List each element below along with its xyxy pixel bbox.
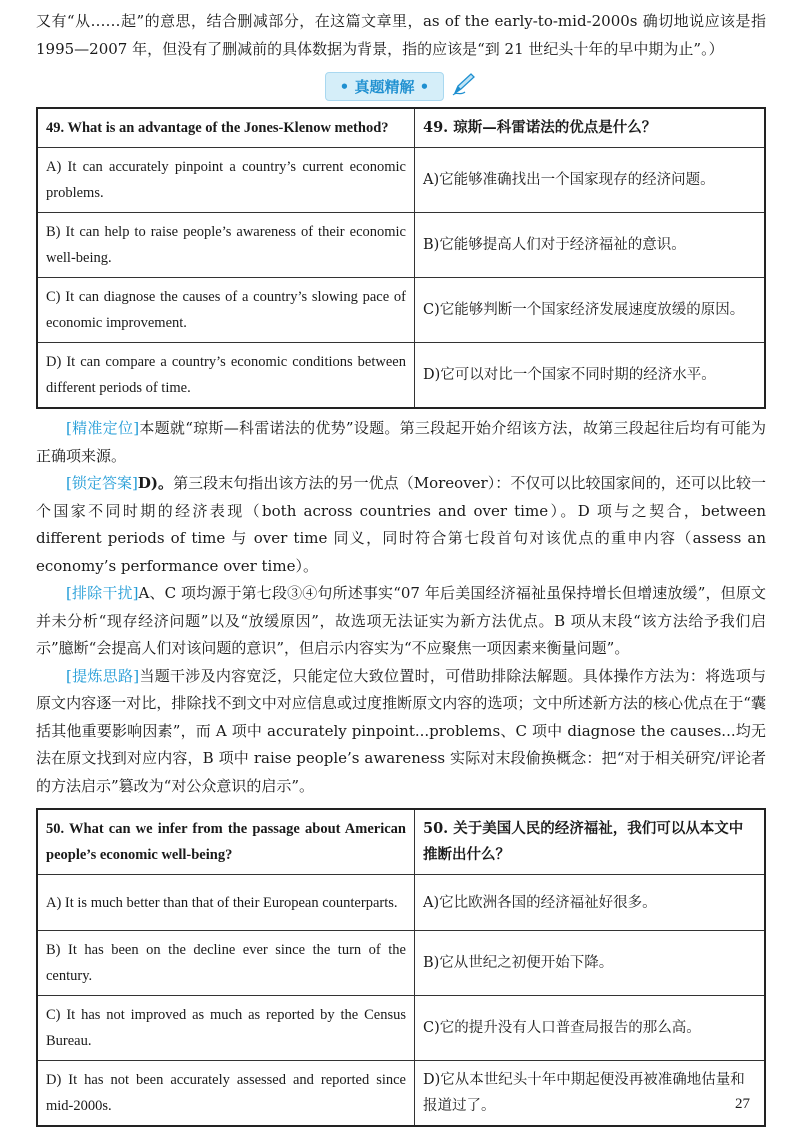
- tips-text: 当题干涉及内容宽泛，只能定位大致位置时，可借助排除法解题。具体操作方法为：将选项与原文内容逐一对比，排除找不到文中对应信息或过度推断原文内容的选项；文中所述新方法的核心优点在于“囊括其他重要影响因素”，而 A 项中 accurately pinpoint...problems、C 项中 diagnose the causes...均无法在原文找到对应内容，B 项中 raise people’s awareness 实际对末段偷换概念：把“对于相关研究/评论者的方法启示”篡改为“对公众意识的启示”。: [36, 666, 766, 795]
- table-header-row: [37, 108, 765, 148]
- answer-letter: D)。: [137, 474, 174, 492]
- option-a-zh: A)它比欧洲各国的经济福祉好很多。: [415, 875, 766, 931]
- option-d-zh: D)它可以对比一个国家不同时期的经济水平。: [415, 343, 766, 409]
- answer-text: 第三段末句指出该方法的另一优点（Moreover）：不仅可以比较国家间的，还可以比较一个国家不同时期的经济表现（both across countries and over time）。D 项与之契合，between different periods of time 与 over time 同义，同时符合第七段首句对该优点的重申内容（assess an economy’s performance over time）。: [36, 474, 766, 575]
- table-header-row: [37, 809, 765, 875]
- question-50-en: 50. What can we infer from the passage about American people’s economic well-being?: [37, 809, 415, 875]
- table-row: [37, 278, 765, 343]
- table-row: [37, 213, 765, 278]
- option-a-en: A) It can accurately pinpoint a country’s current economic problems.: [37, 148, 415, 213]
- table-row: [37, 1061, 765, 1127]
- option-c-en: C) It has not improved as much as reported by the Census Bureau.: [37, 996, 415, 1061]
- locate-text: 本题就“琼斯—科雷诺法的优势”设题。第三段起开始介绍该方法，故第三段起往后均有可能为正确项来源。: [36, 419, 766, 465]
- table-row: [37, 875, 765, 931]
- option-c-zh: C)它的提升没有人口普查局报告的那么高。: [415, 996, 766, 1061]
- table-row: [37, 931, 765, 996]
- exclude-text: A、C 项均源于第七段③④句所述事实“07 年后美国经济福祉虽保持增长但增速放缓”，但原文并未分析“现存经济问题”以及“放缓原因”，故选项无法证实为新方法优点。B 项从末段“该方法给予我们启示”臆断“会提高人们对该问题的意识”，但启示内容实为“不应聚焦一项因素来衡量问题”。: [36, 584, 766, 657]
- answer-tag: [锁定答案]: [66, 474, 138, 492]
- question-49-zh: 49. 琼斯—科雷诺法的优点是什么？: [415, 108, 766, 148]
- section-header: [36, 71, 766, 99]
- option-b-en: B) It can help to raise people’s awareness of their economic well-being.: [37, 213, 415, 278]
- option-d-zh: D)它从本世纪头十年中期起便没再被准确地估量和报道过了。: [415, 1061, 766, 1127]
- table-row: [37, 996, 765, 1061]
- option-b-zh: B)它能够提高人们对于经济福祉的意识。: [415, 213, 766, 278]
- tips-tag: [提炼思路]: [66, 666, 140, 685]
- option-b-zh: B)它从世纪之初便开始下降。: [415, 931, 766, 996]
- option-a-zh: A)它能够准确找出一个国家现存的经济问题。: [415, 148, 766, 213]
- option-c-en: C) It can diagnose the causes of a country’s slowing pace of economic improvement.: [37, 278, 415, 343]
- question-50-zh: 50. 关于美国人民的经济福祉，我们可以从本文中推断出什么？: [415, 809, 766, 875]
- question-49-en: 49. What is an advantage of the Jones-Klenow method?: [37, 108, 415, 148]
- intro-paragraph: 又有“从……起”的意思，结合删减部分，在这篇文章里，as of the early-to-mid-2000s 确切地说应该是指 1995—2007 年，但没有了删减前的具体数据为背景，指的应该是“到 21 世纪头十年的早中期为止”。）: [36, 12, 766, 58]
- answer-paragraph: [36, 470, 766, 580]
- exclude-paragraph: [36, 580, 766, 663]
- locate-tag: [精准定位]: [66, 419, 140, 437]
- option-b-en: B) It has been on the decline ever since the turn of the century.: [37, 931, 415, 996]
- table-row: [37, 148, 765, 213]
- section-title: • 真题精解 •: [325, 72, 445, 101]
- question-49-table: [36, 107, 766, 409]
- option-d-en: D) It has not been accurately assessed and reported since mid-2000s.: [37, 1061, 415, 1127]
- exclude-tag: [排除干扰]: [66, 584, 139, 602]
- option-c-zh: C)它能够判断一个国家经济发展速度放缓的原因。: [415, 278, 766, 343]
- page-number: 27: [735, 1096, 750, 1112]
- table-row: [37, 343, 765, 409]
- pen-icon: [451, 71, 477, 101]
- option-d-en: D) It can compare a country’s economic conditions between different periods of time.: [37, 343, 415, 409]
- option-a-en: A) It is much better than that of their European counterparts.: [37, 875, 415, 931]
- question-50-table: [36, 808, 766, 1127]
- locate-paragraph: [36, 415, 766, 470]
- tips-paragraph: [36, 663, 766, 801]
- page-content: [36, 8, 766, 1127]
